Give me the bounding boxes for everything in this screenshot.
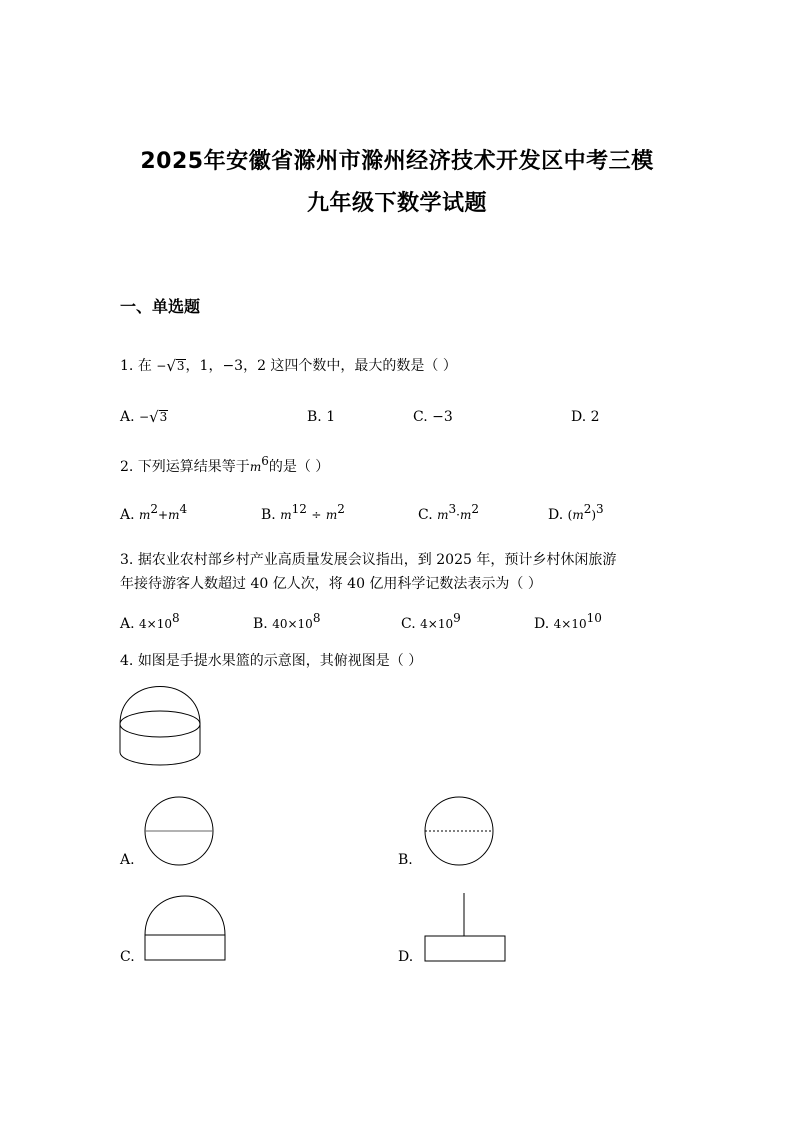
q4-option-b-label[interactable]: B. [398, 852, 413, 868]
q2-option-c[interactable]: C. $m^3\cdot m^2$ [418, 502, 480, 523]
question-3-line1: 3. 据农业农村部乡村产业高质量发展会议指出，到 2025 年，预计乡村休闲旅游 [120, 552, 617, 568]
fruit-basket-figure [115, 682, 205, 772]
section-heading: 一、单选题 [120, 297, 201, 316]
question-number: 1. [120, 358, 134, 374]
q2-option-b[interactable]: B. $m^{12} \div m^2$ [261, 502, 345, 523]
radical-sign-icon: √ [149, 408, 159, 426]
q4-option-a-label[interactable]: A. [120, 852, 135, 868]
basket-top-rim [120, 711, 200, 737]
question-number: 4. [120, 653, 134, 669]
q1-option-c[interactable]: C. −3 [413, 409, 453, 425]
exam-title-line2: 九年级下数学试题 [306, 191, 487, 216]
q1-option-d[interactable]: D. 2 [571, 409, 600, 425]
exam-title-line1: 2025年安徽省滁州市滁州经济技术开发区中考三模 [140, 149, 654, 174]
question-1: 1. 在 −√3，1，−3，2 这四个数中，最大的数是（ ） [120, 357, 457, 375]
question-4: 4. 如图是手提水果篮的示意图，其俯视图是（ ） [120, 653, 423, 669]
rectangle-shape [145, 935, 225, 960]
question-2: 2. 下列运算结果等于$m^6$的是（ ） [120, 454, 330, 475]
q4-option-d-figure[interactable] [422, 893, 508, 963]
sqrt-expression: √3 [166, 357, 185, 375]
q3-option-a[interactable]: A. $4\times 10^8$ [120, 611, 180, 632]
basket-bottom-rim [120, 752, 200, 765]
q3-option-d[interactable]: D. $4\times 10^{10}$ [534, 611, 602, 632]
q3-option-b[interactable]: B. $40\times 10^8$ [253, 611, 321, 632]
question-number: 3. [120, 552, 134, 568]
q1-option-a[interactable]: A. −√3 [120, 408, 168, 426]
q3-option-c[interactable]: C. $4\times 10^9$ [401, 611, 461, 632]
q4-option-c-label[interactable]: C. [120, 949, 135, 965]
q4-option-d-label[interactable]: D. [398, 949, 414, 965]
question-number: 2. [120, 459, 134, 475]
question-3-line2: 年接待游客人数超过 40 亿人次，将 40 亿用科学记数法表示为（ ） [120, 576, 542, 592]
basket-handle [120, 687, 200, 725]
q4-option-c-figure[interactable] [142, 893, 228, 963]
arch-shape [145, 896, 225, 935]
rectangle-shape [425, 936, 505, 961]
q4-option-b-figure[interactable] [420, 795, 498, 867]
q4-option-a-figure[interactable] [140, 795, 218, 867]
q2-option-d[interactable]: D. $(m^2)^3$ [548, 502, 604, 523]
q1-option-b[interactable]: B. 1 [307, 409, 336, 425]
radical-sign-icon: √ [166, 357, 176, 375]
q2-option-a[interactable]: A. $m^2+m^4$ [120, 502, 188, 523]
